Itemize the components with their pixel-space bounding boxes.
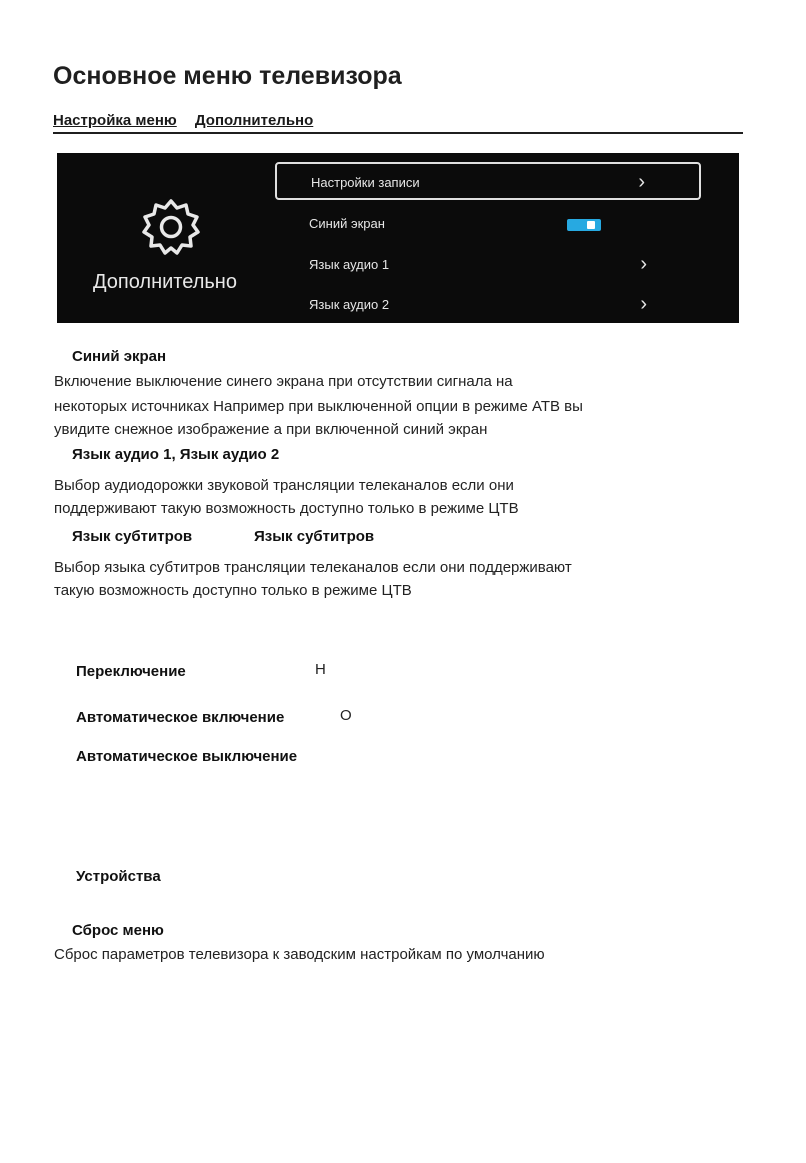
heading-subtitle-language: Язык субтитров [72, 528, 193, 545]
paragraph-audio-language-line-1: Выбор аудиодорожки звуковой трансляции телеканалов если они [54, 477, 514, 494]
heading-reset-menu: Сброс меню [72, 922, 164, 939]
gear-icon [141, 198, 201, 258]
paragraph-audio-language-line-2: поддерживают такую возможность доступно только в режиме ЦТВ [54, 500, 519, 517]
chevron-right-icon: › [638, 171, 645, 193]
chevron-right-icon: › [640, 293, 647, 315]
paragraph-blue-screen-line-3: увидите снежное изображение а при включенной синий экран [54, 421, 488, 438]
chevron-right-icon: › [640, 253, 647, 275]
menu-item-label: Язык аудио 1 [309, 257, 390, 272]
heading-switching: Переключение [76, 663, 186, 680]
paragraph-blue-screen-line-1: Включение выключение синего экрана при отсутствии сигнала на [54, 373, 513, 390]
menu-section-title: Дополнительно [93, 271, 237, 293]
note-switching: Н [315, 661, 326, 678]
page-title: Основное меню телевизора [53, 62, 402, 90]
heading-auto-on: Автоматическое включение [76, 709, 285, 726]
blue-screen-toggle[interactable] [567, 219, 601, 231]
heading-auto-off: Автоматическое выключение [76, 748, 298, 765]
heading-blue-screen: Синий экран [72, 348, 167, 365]
menu-item-audio-language-1[interactable] [275, 246, 701, 284]
menu-item-audio-language-2[interactable] [275, 286, 701, 324]
tv-menu-screenshot [57, 153, 739, 323]
menu-item-label: Синий экран [309, 216, 385, 231]
paragraph-subtitle-language-line-2: такую возможность доступно только в режиме ЦТВ [54, 582, 412, 599]
subheader-additional: Дополнительно [194, 112, 314, 129]
menu-item-label: Настройки записи [311, 175, 420, 190]
menu-item-label: Язык аудио 2 [309, 297, 390, 312]
paragraph-subtitle-language-line-1: Выбор языка субтитров трансляции телеканалов если они поддерживают [54, 559, 572, 576]
menu-item-record-settings[interactable] [275, 162, 701, 200]
subheader-menu-setup: Настройка меню [53, 112, 177, 129]
note-auto-on: О [340, 707, 352, 724]
menu-item-blue-screen[interactable] [275, 205, 701, 243]
paragraph-blue-screen-line-2: некоторых источниках Например при выключенной опции в режиме АТВ вы [54, 398, 583, 415]
paragraph-reset-menu: Сброс параметров телевизора к заводским настройкам по умолчанию [54, 946, 545, 963]
page-subheader [53, 112, 743, 134]
heading-audio-language: Язык аудио 1, Язык аудио 2 [72, 446, 280, 463]
heading-subtitle-language-repeat: Язык субтитров [254, 528, 375, 545]
toggle-knob [587, 221, 595, 229]
heading-devices: Устройства [76, 868, 161, 885]
